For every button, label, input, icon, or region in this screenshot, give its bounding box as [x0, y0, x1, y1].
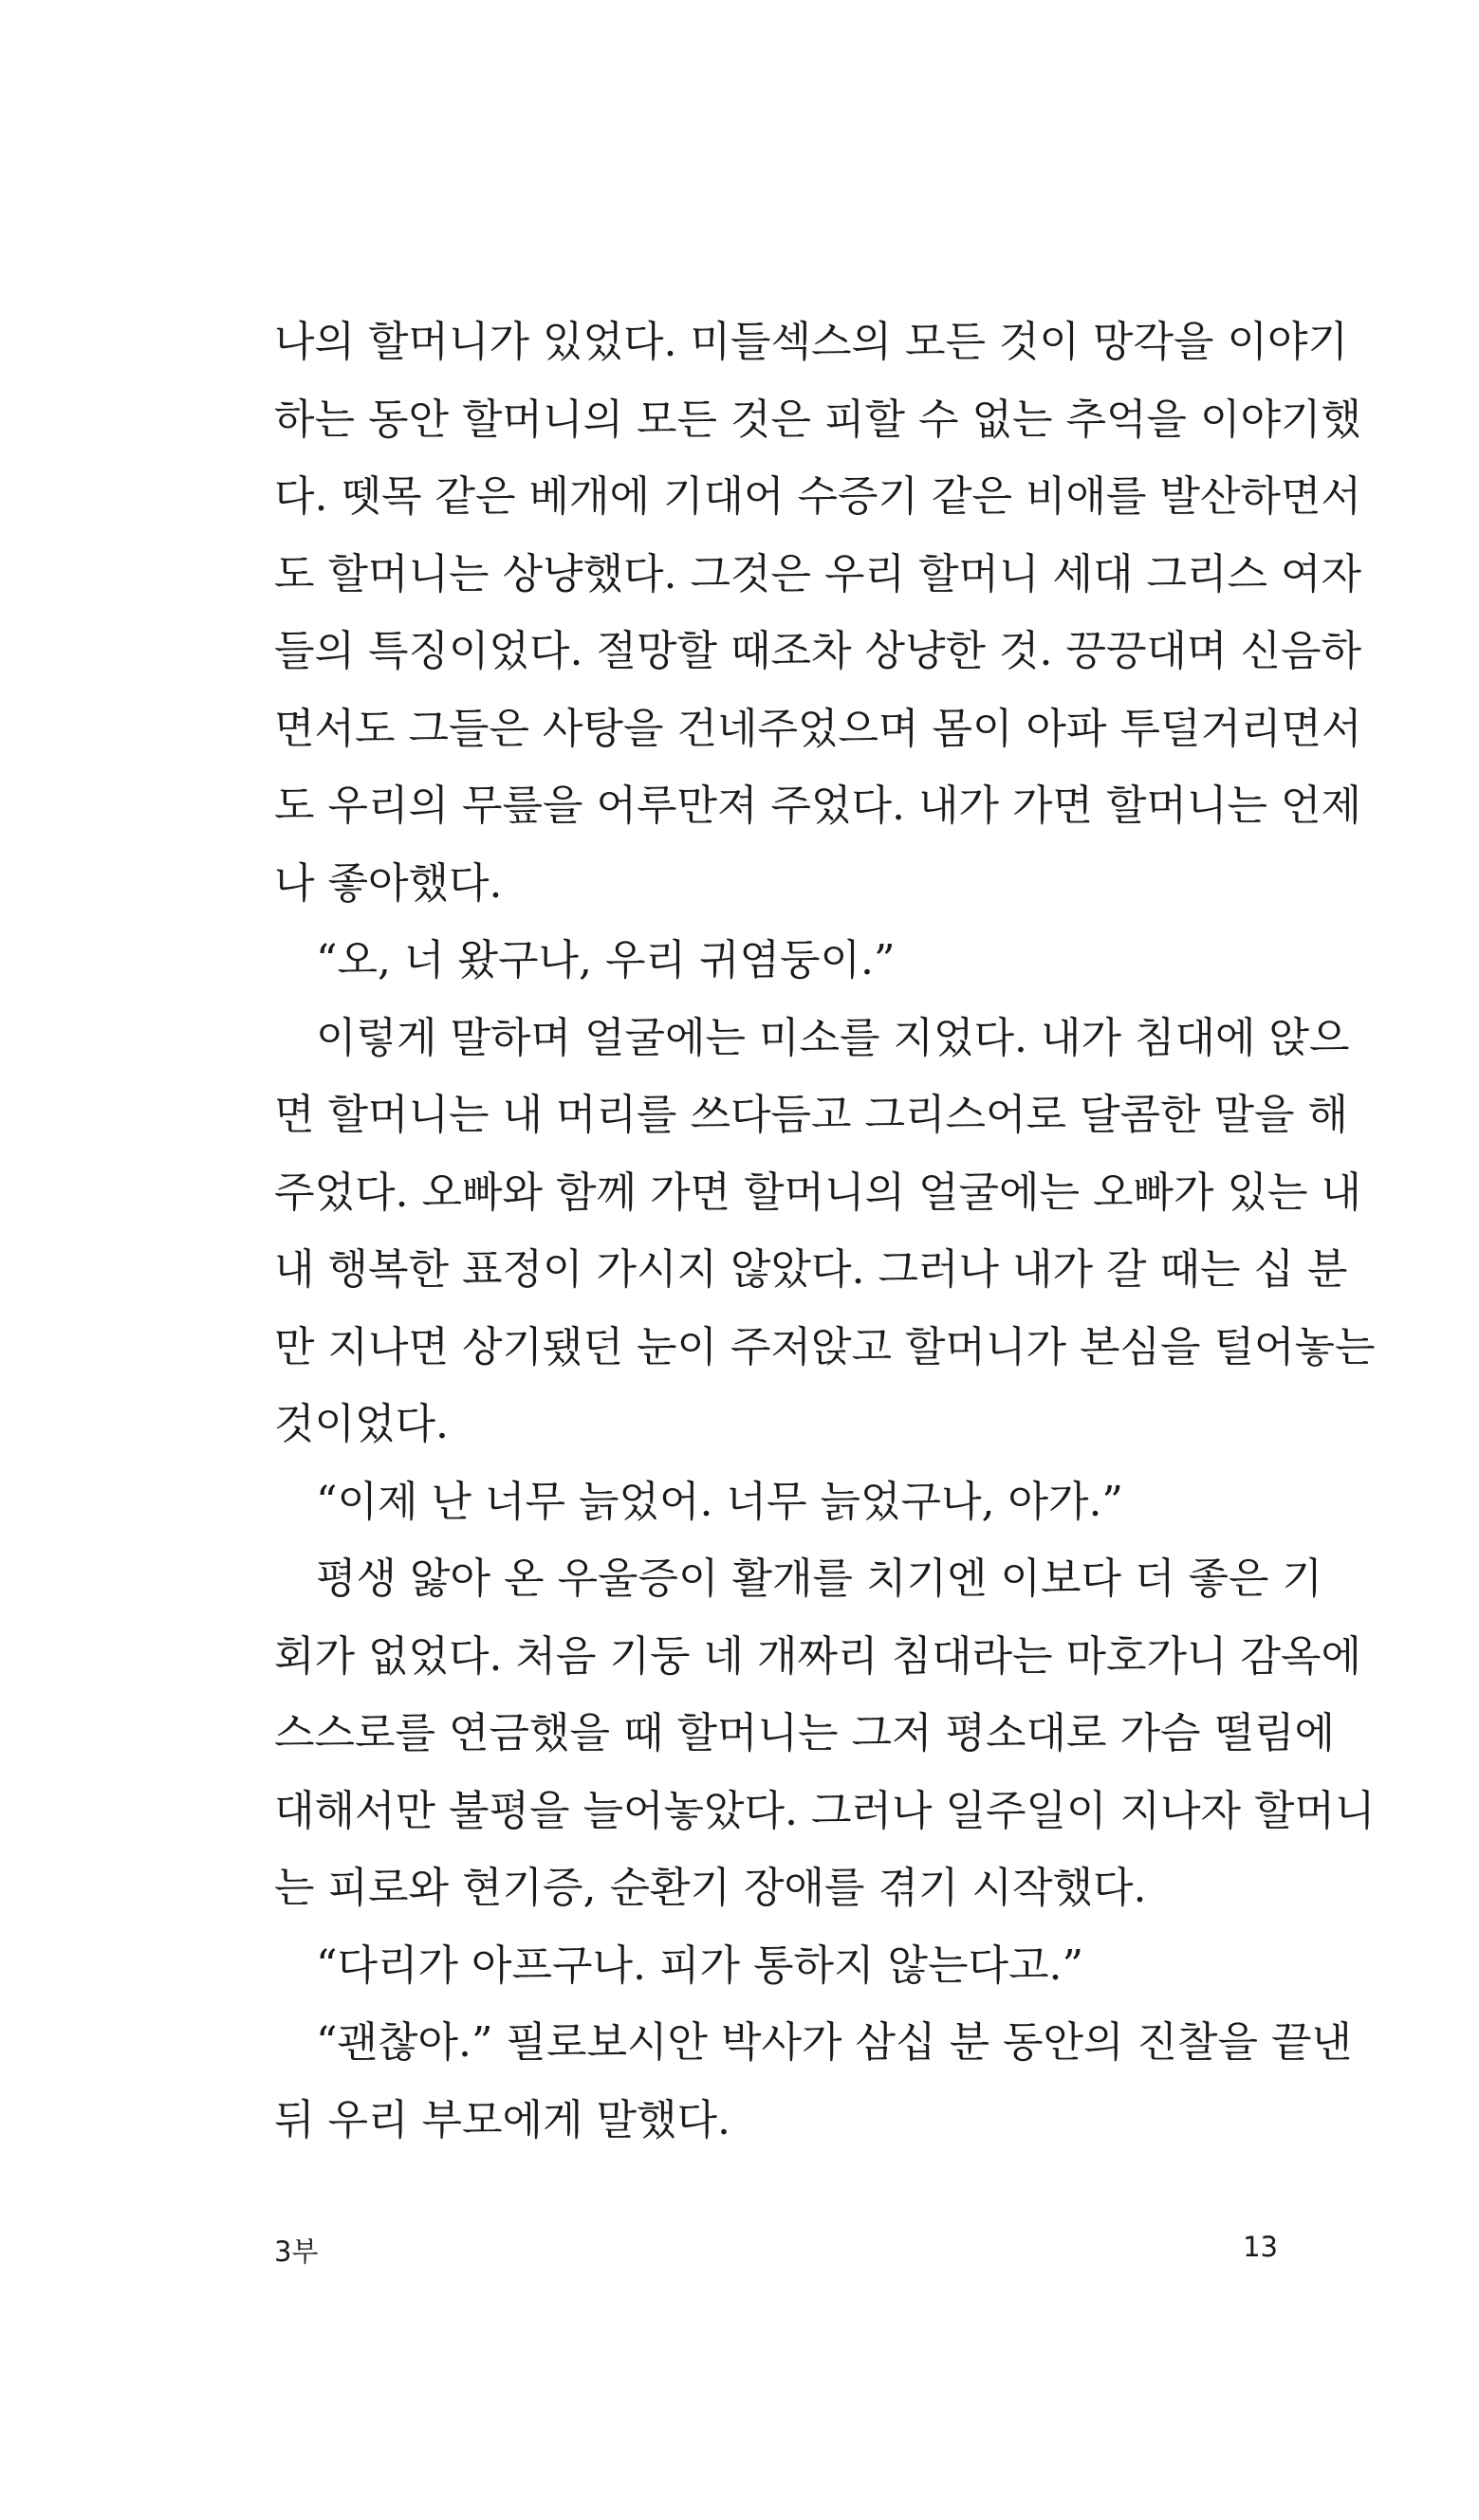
text-line: 만 지나면 상기됐던 눈이 주저앉고 할머니가 본심을 털어놓는 — [274, 1322, 1376, 1371]
text-line: 나 좋아했다. — [274, 858, 503, 908]
text-line: 스스로를 연금했을 때 할머니는 그저 평소대로 가슴 떨림에 — [274, 1709, 1335, 1757]
dialogue-line: “괜찮아.” 필로보시안 박사가 삼십 분 동안의 진찰을 끝낸 — [316, 2018, 1352, 2067]
text-line: 면 할머니는 내 머리를 쓰다듬고 그리스어로 달콤한 말을 해 — [274, 1091, 1348, 1139]
text-line: 이렇게 말하며 얼굴에는 미소를 지었다. 내가 침대에 앉으 — [316, 1013, 1350, 1062]
text-line: 도 할머니는 상냥했다. 그것은 우리 할머니 세대 그리스 여자 — [274, 549, 1361, 598]
text-line: 주었다. 오빠와 함께 가면 할머니의 얼굴에는 오빠가 있는 내 — [274, 1168, 1361, 1217]
text-line: 들의 특징이었다. 절망할 때조차 상냥한 것. 끙끙대며 신음하 — [274, 627, 1361, 675]
text-line: 는 피로와 현기증, 순환기 장애를 겪기 시작했다. — [274, 1864, 1147, 1912]
dialogue-line: “다리가 아프구나. 피가 통하지 않는다고.” — [316, 1941, 1083, 1990]
text-line: 도 우리의 무릎을 어루만져 주었다. 내가 가면 할머니는 언제 — [274, 782, 1361, 830]
text-line: 내 행복한 표정이 가시지 않았다. 그러나 내가 갈 때는 십 분 — [274, 1245, 1348, 1294]
footer-section-label: 3부 — [274, 2235, 319, 2268]
dialogue-line: “오, 너 왔구나, 우리 귀염둥이.” — [316, 936, 896, 984]
text-line: 평생 앓아 온 우울증이 활개를 치기엔 이보다 더 좋은 기 — [316, 1554, 1322, 1603]
text-line: 것이었다. — [274, 1400, 450, 1448]
text-line: 뒤 우리 부모에게 말했다. — [274, 2095, 730, 2144]
body-text — [274, 304, 1376, 2159]
dialogue-line: “이제 난 너무 늙었어. 너무 늙었구나, 아가.” — [316, 1477, 1123, 1526]
text-line: 다. 뗏목 같은 베개에 기대어 수증기 같은 비애를 발산하면서 — [274, 472, 1361, 521]
text-line: 대해서만 불평을 늘어놓았다. 그러나 일주일이 지나자 할머니 — [274, 1786, 1376, 1835]
text-line: 나의 할머니가 있었다. 미들섹스의 모든 것이 망각을 이야기 — [274, 318, 1348, 366]
text-line: 회가 없었다. 처음 기둥 네 개짜리 침대라는 마호가니 감옥에 — [274, 1631, 1361, 1681]
text-line: 하는 동안 할머니의 모든 것은 피할 수 없는 추억을 이야기했 — [274, 395, 1361, 444]
text-line: 면서도 그들은 사탕을 건네주었으며 몸이 아파 투덜거리면서 — [274, 704, 1362, 753]
page-number: 13 — [1243, 2231, 1278, 2263]
